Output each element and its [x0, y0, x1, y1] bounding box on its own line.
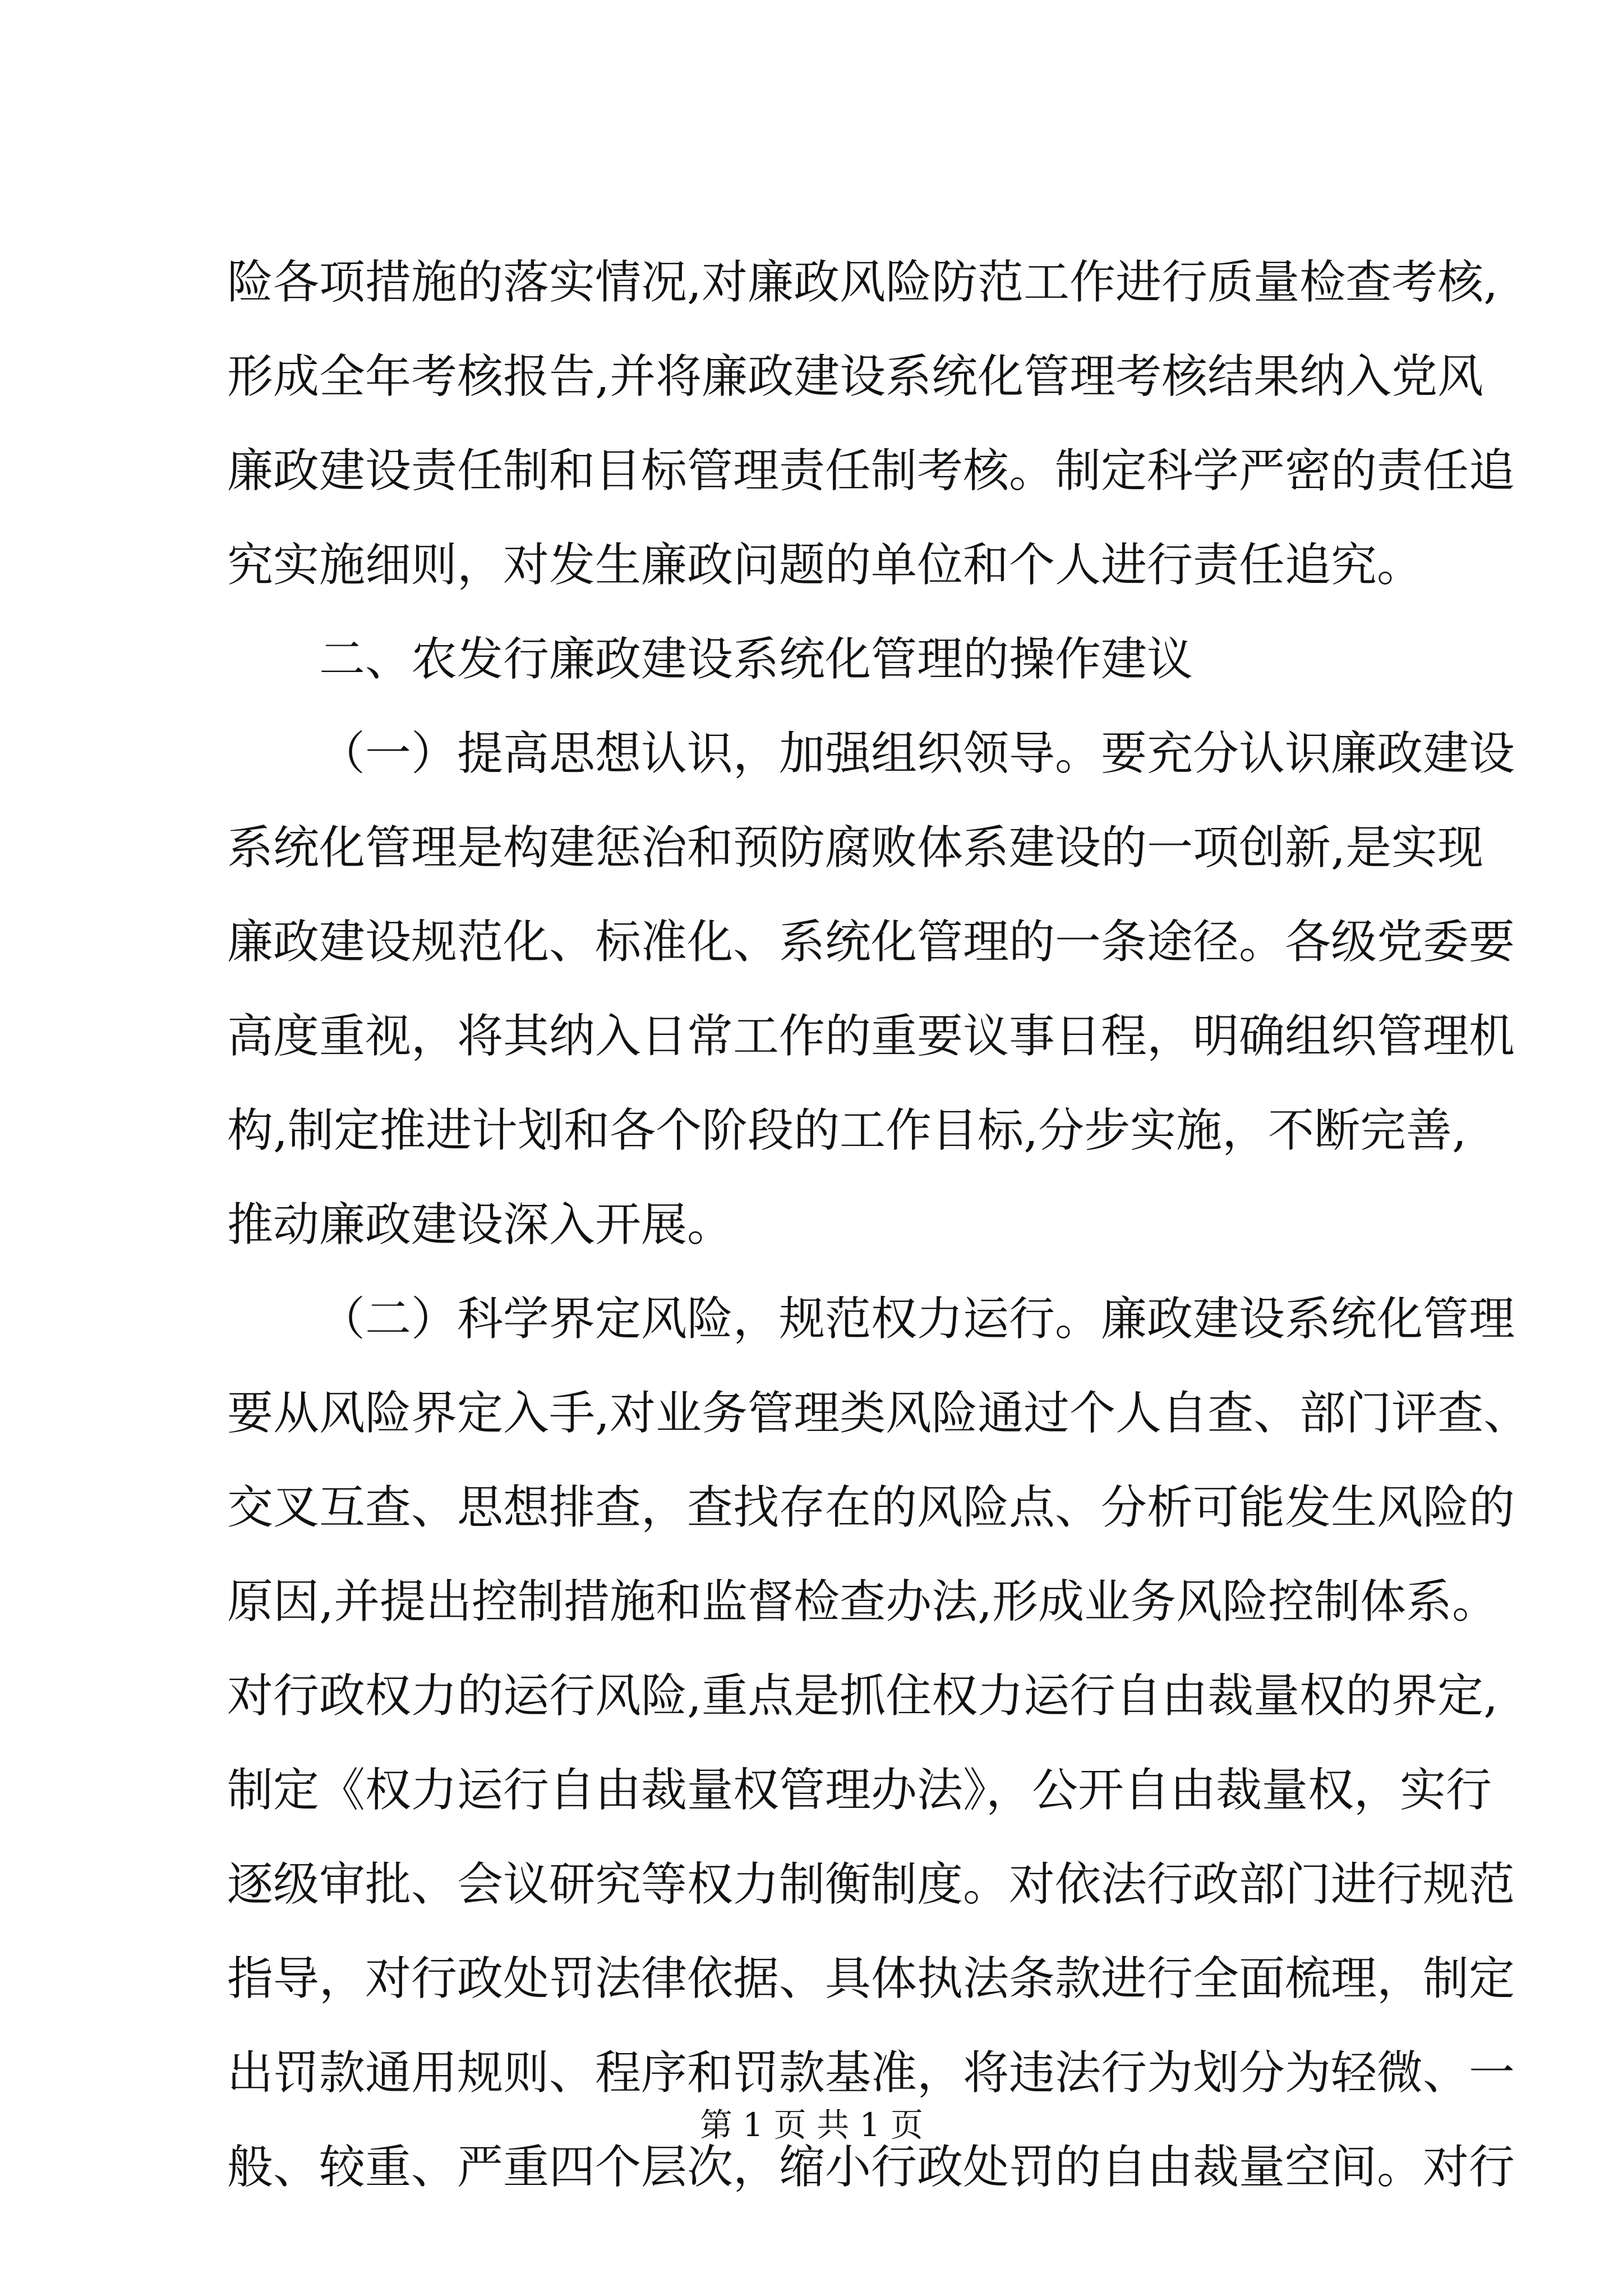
document-body [227, 236, 1530, 2215]
paragraph-1-line-4: 高度重视，将其纳入日常工作的重要议事日程，明确组织管理机 [227, 1010, 1515, 1063]
paragraph-1-line-2: 系统化管理是构建惩治和预防腐败体系建设的一项创新,是实现 [227, 821, 1484, 875]
text-line-2: 形成全年考核报告,并将廉政建设系统化管理考核结果纳入党风 [227, 350, 1484, 403]
text-line-1: 险各项措施的落实情况,对廉政风险防范工作进行质量检查考核, [227, 256, 1498, 309]
paragraph-1-line-5: 构,制定推进计划和各个阶段的工作目标,分步实施，不断完善, [227, 1104, 1467, 1157]
paragraph-2-line-4: 原因,并提出控制措施和监督检查办法,形成业务风险控制体系。 [227, 1575, 1498, 1628]
paragraph-2-line-3: 交叉互查、思想排查，查找存在的风险点、分析可能发生风险的 [227, 1481, 1515, 1534]
paragraph-2-line-10: 般、较重、严重四个层次，缩小行政处罚的自由裁量空间。对行 [227, 2141, 1515, 2194]
page-footer: 第 1 页 共 1 页 [700, 2106, 923, 2144]
text-line-3: 廉政建设责任制和目标管理责任制考核。制定科学严密的责任追 [227, 444, 1515, 498]
text-line-4: 究实施细则，对发生廉政问题的单位和个人进行责任追究。 [227, 539, 1423, 592]
paragraph-1-line-6: 推动廉政建设深入开展。 [227, 1198, 734, 1251]
paragraph-1-line-3: 廉政建设规范化、标准化、系统化管理的一条途径。各级党委要 [227, 915, 1515, 969]
paragraph-2-line-7: 逐级审批、会议研究等权力制衡制度。对依法行政部门进行规范 [227, 1858, 1515, 1911]
paragraph-2-line-8: 指导，对行政处罚法律依据、具体执法条款进行全面梳理，制定 [227, 1952, 1515, 2005]
paragraph-2-line-1: （二）科学界定风险，规范权力运行。廉政建设系统化管理 [319, 1292, 1515, 1346]
paragraph-2-line-6: 制定《权力运行自由裁量权管理办法》，公开自由裁量权，实行 [227, 1764, 1492, 1817]
paragraph-1-line-1: （一）提高思想认识，加强组织领导。要充分认识廉政建设 [319, 727, 1515, 780]
section-heading: 二、农发行廉政建设系统化管理的操作建议 [319, 633, 1193, 686]
paragraph-2-line-9: 出罚款通用规则、程序和罚款基准，将违法行为划分为轻微、一 [227, 2046, 1515, 2100]
paragraph-2-line-2: 要从风险界定入手,对业务管理类风险通过个人自查、部门评查、 [227, 1387, 1530, 1440]
paragraph-2-line-5: 对行政权力的运行风险,重点是抓住权力运行自由裁量权的界定, [227, 1669, 1498, 1723]
